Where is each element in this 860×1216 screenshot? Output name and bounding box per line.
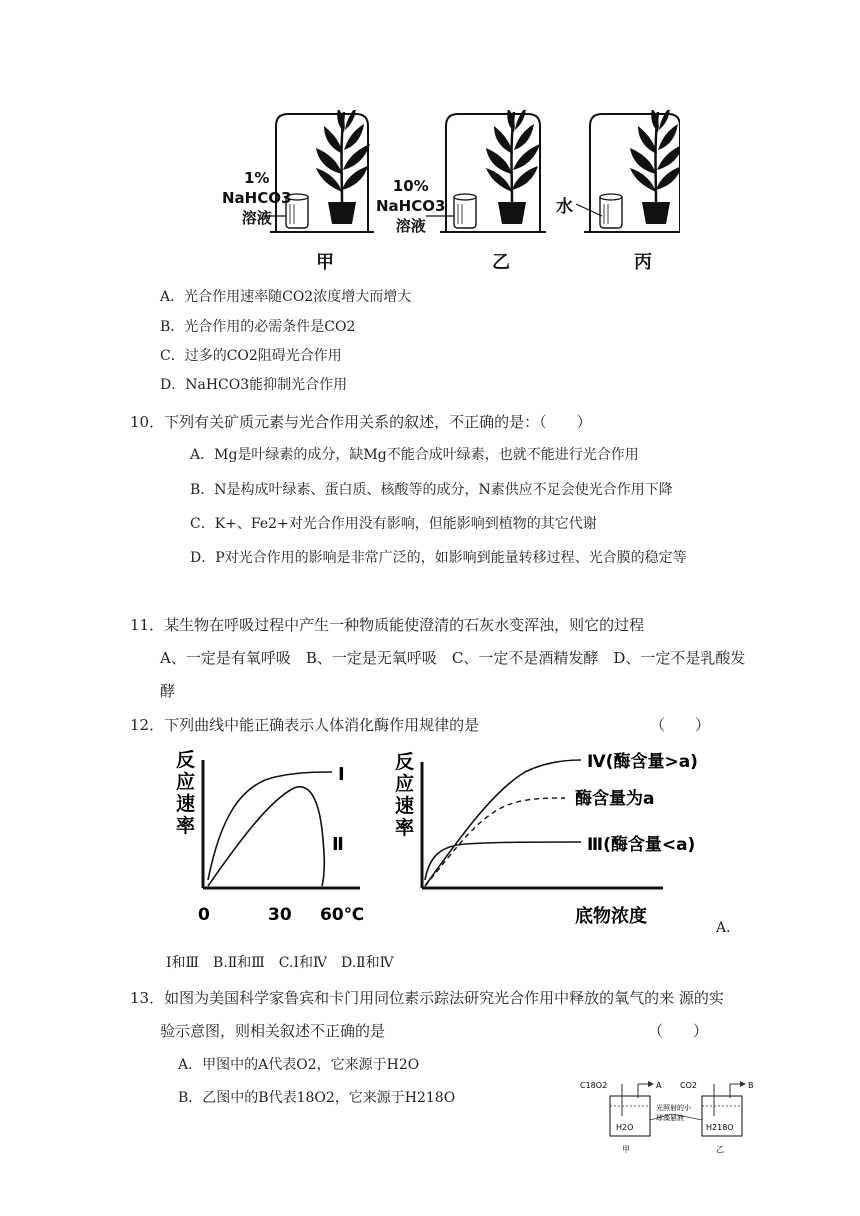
isotope-right-in: CO2 xyxy=(680,1081,697,1090)
chart2-series-IV: Ⅳ(酶含量>a) xyxy=(587,752,698,772)
yi-solution-label: 10% NaHCO3 溶液 xyxy=(376,177,446,235)
chart2-ylabel-2: 应 xyxy=(395,773,415,795)
substrate-rate-chart xyxy=(395,740,715,930)
q9-option-d: D．NaHCO3能抑制光合作用 xyxy=(160,377,348,393)
q9-option-b: B．光合作用的必需条件是CO2 xyxy=(160,319,356,335)
chart1-xtick-60: 60℃ xyxy=(320,905,365,925)
jar-label-yi: 乙 xyxy=(492,252,510,273)
chart1-curve-II xyxy=(208,787,324,886)
bing-solution-label: 水 xyxy=(556,197,573,217)
isotope-left-label: 甲 xyxy=(622,1145,630,1154)
q10-option-c: C．K+、Fe2+对光合作用没有影响，但能影响到植物的其它代谢 xyxy=(190,516,597,532)
chart2-curve-IV xyxy=(425,760,581,886)
q13-stem-2: 验示意图，则相关叙述不正确的是 xyxy=(160,1022,386,1040)
isotope-left-out: A xyxy=(656,1081,662,1090)
isotope-left-liquid: H2O xyxy=(616,1123,634,1132)
temperature-rate-chart xyxy=(170,740,380,930)
q13-bracket: （ ） xyxy=(648,1022,709,1040)
q13-option-a: A．甲图中的A代表O2，它来源于H2O xyxy=(178,1057,420,1073)
jar-label-jia: 甲 xyxy=(316,252,334,273)
q9-option-a: A．光合作用速率随CO2浓度增大而增大 xyxy=(160,289,412,305)
q10-option-a: A．Mg是叶绿素的成分，缺Mg不能合成叶绿素，也就不能进行光合作用 xyxy=(190,447,639,463)
chart2-series-III: Ⅲ(酶含量<a) xyxy=(587,835,696,855)
isotope-left-in: C18O2 xyxy=(580,1081,608,1090)
q10-option-d: D．P对光合作用的影响是非常广泛的，如影响到能量转移过程、光合膜的稳定等 xyxy=(190,550,687,566)
chart2-curve-III xyxy=(425,842,581,880)
chart1-xtick-30: 30 xyxy=(268,905,292,925)
jia-solution-label: 1% NaHCO3 溶液 xyxy=(222,169,292,227)
jar-label-bing: 丙 xyxy=(634,252,652,273)
chart2-ylabel-4: 率 xyxy=(395,817,415,839)
chart2-series-a: 酶含量为a xyxy=(575,789,655,809)
chart1-ylabel-3: 速 xyxy=(176,793,196,815)
q11-options: A、一定是有氧呼吸 B、一定是无氧呼吸 C、一定不是酒精发酵 D、一定不是乳酸发 xyxy=(160,649,746,667)
isotope-note-2: 球藻悬液 xyxy=(656,1114,684,1122)
chart1-ylabel-1: 反 xyxy=(176,749,196,771)
q10-stem: 10．下列有关矿质元素与光合作用关系的叙述，不正确的是：（ ） xyxy=(130,413,592,431)
q12-stem: 12．下列曲线中能正确表示人体消化酶作用规律的是 xyxy=(130,716,480,734)
q12-answer-prefix: A. xyxy=(716,920,731,936)
q10-option-b: B．N是构成叶绿素、蛋白质、核酸等的成分，N素供应不足会使光合作用下降 xyxy=(190,482,673,498)
chart2-ylabel-3: 速 xyxy=(395,795,415,817)
q12-bracket: （ ） xyxy=(650,716,711,734)
chart1-xtick-0: 0 xyxy=(198,905,210,925)
chart1-series-II: Ⅱ xyxy=(332,834,344,855)
isotope-right-label: 乙 xyxy=(716,1145,724,1154)
chart1-curve-I xyxy=(208,772,332,880)
q13-option-b: B．乙图中的B代表18O2，它来源于H218O xyxy=(178,1090,456,1106)
chart2-ylabel-1: 反 xyxy=(395,751,415,773)
q9-option-c: C．过多的CO2阻碍光合作用 xyxy=(160,348,342,364)
q11-options-cont: 酵 xyxy=(160,682,176,700)
q11-stem: 11．某生物在呼吸过程中产生一种物质能使澄清的石灰水变浑浊，则它的过程 xyxy=(130,616,645,634)
q12-options: Ⅰ和Ⅲ B.Ⅱ和Ⅲ C.Ⅰ和Ⅳ D.Ⅱ和Ⅳ xyxy=(166,955,394,971)
chart1-series-I: Ⅰ xyxy=(338,764,345,785)
isotope-experiment-figure xyxy=(580,1076,760,1158)
isotope-right-liquid: H218O xyxy=(706,1123,734,1132)
isotope-right-out: B xyxy=(748,1081,754,1090)
chart1-ylabel-4: 率 xyxy=(176,815,196,837)
chart1-ylabel-2: 应 xyxy=(176,771,196,793)
isotope-note-1: 光照射的小 xyxy=(656,1104,691,1112)
chart2-xlabel: 底物浓度 xyxy=(575,906,647,927)
q13-stem-1: 13．如图为美国科学家鲁宾和卡门用同位素示踪法研究光合作用中释放的氧气的来 源的实 xyxy=(130,989,724,1007)
